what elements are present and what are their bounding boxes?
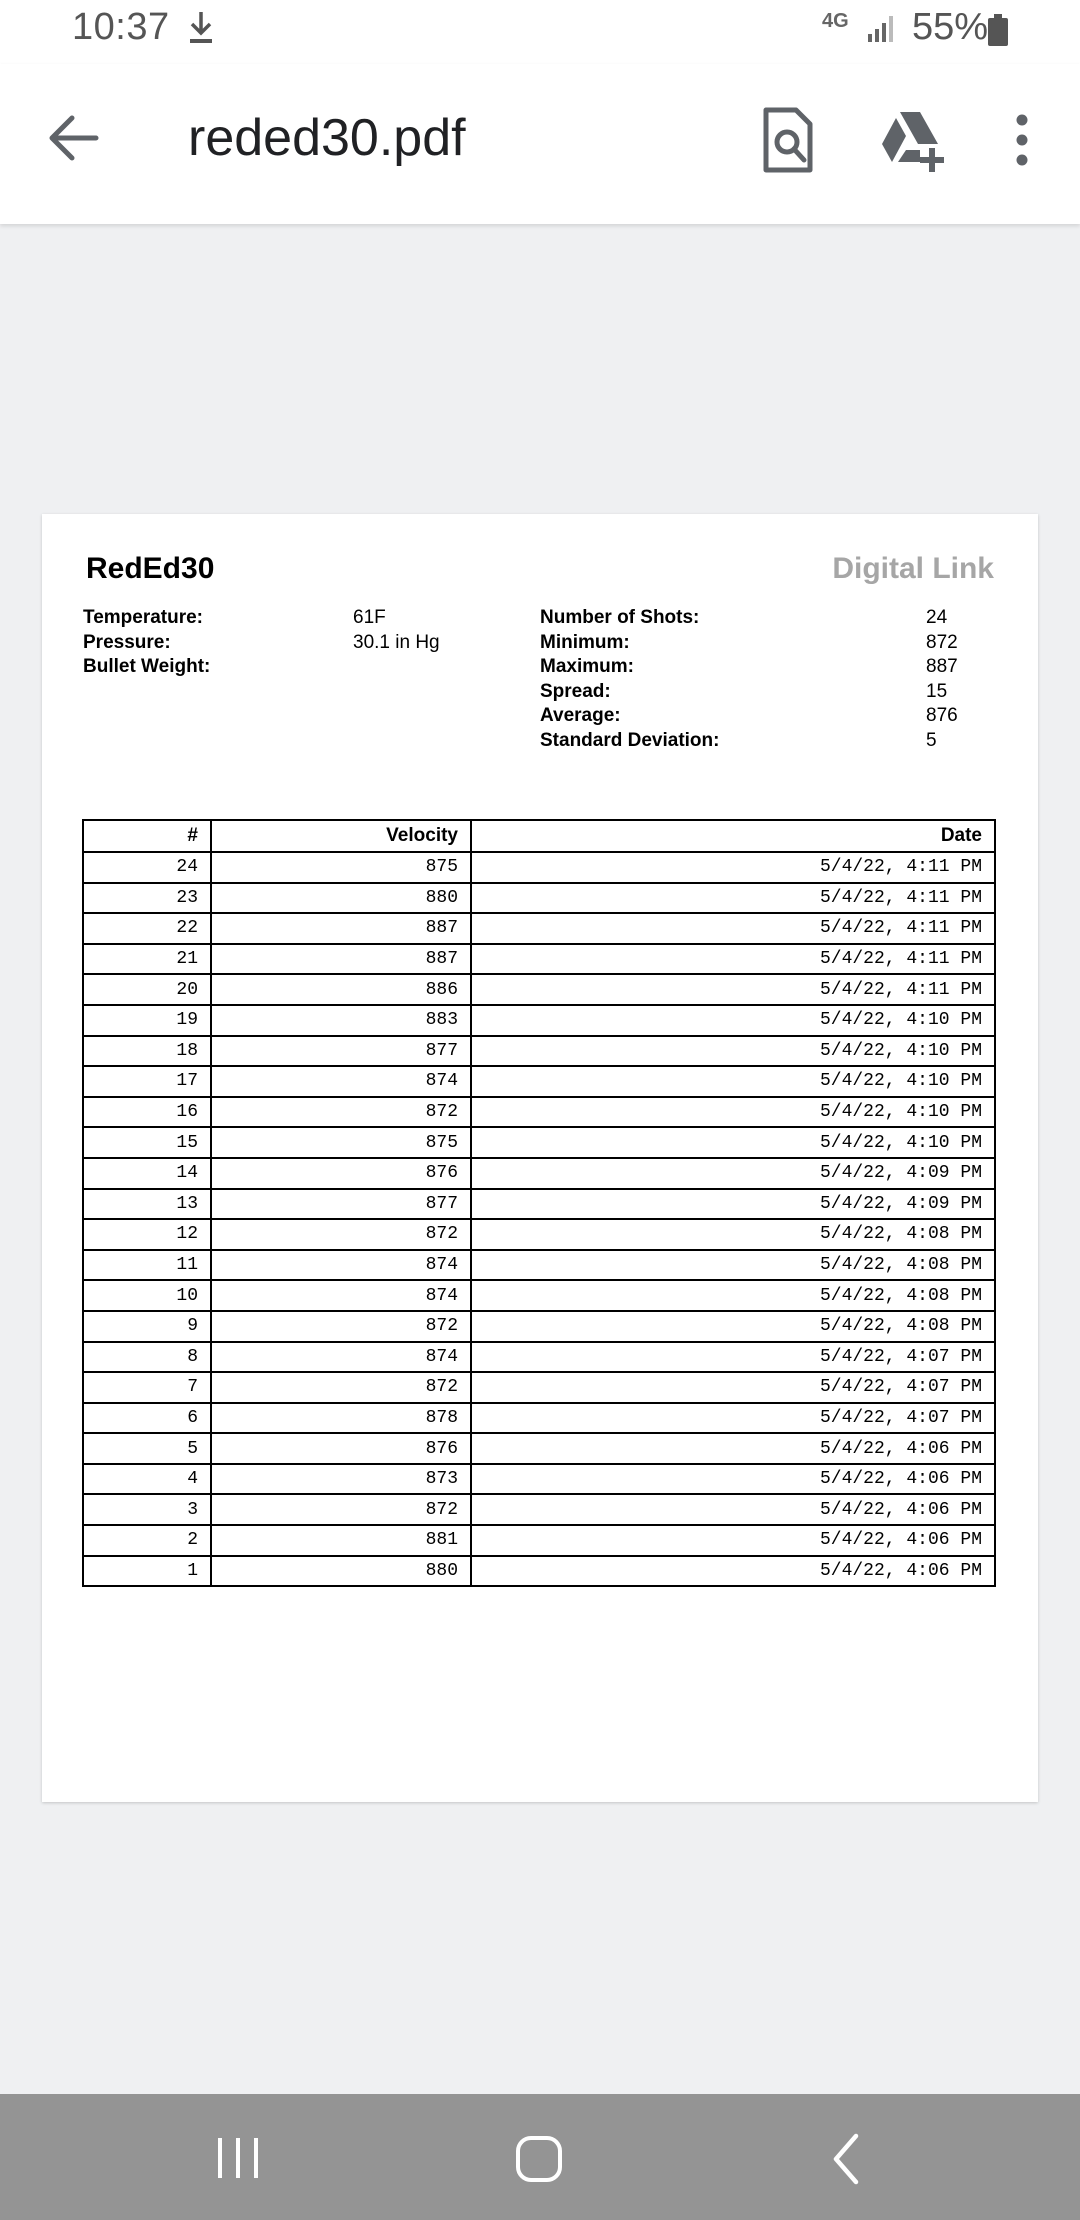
shot-number-cell: 13 <box>83 1189 211 1220</box>
date-cell: 5/4/22, 4:09 PM <box>471 1189 995 1220</box>
shot-number-cell: 9 <box>83 1311 211 1342</box>
table-body <box>83 852 995 1586</box>
shot-number-cell: 19 <box>83 1005 211 1036</box>
velocity-cell: 874 <box>211 1066 471 1097</box>
date-cell: 5/4/22, 4:09 PM <box>471 1158 995 1189</box>
maximum-label: Maximum: <box>540 656 634 677</box>
date-cell: 5/4/22, 4:11 PM <box>471 883 995 914</box>
date-cell: 5/4/22, 4:06 PM <box>471 1494 995 1525</box>
status-bar <box>0 0 1080 64</box>
date-cell: 5/4/22, 4:08 PM <box>471 1311 995 1342</box>
velocity-cell: 887 <box>211 913 471 944</box>
add-to-drive-icon[interactable] <box>876 104 948 176</box>
pdf-page[interactable] <box>42 514 1038 1802</box>
table-row <box>83 1311 995 1342</box>
shot-number-cell: 3 <box>83 1494 211 1525</box>
velocity-cell: 873 <box>211 1464 471 1495</box>
date-cell: 5/4/22, 4:07 PM <box>471 1342 995 1373</box>
table-row <box>83 1525 995 1556</box>
table-row <box>83 1280 995 1311</box>
std-deviation-value: 5 <box>926 729 937 751</box>
shot-number-cell: 10 <box>83 1280 211 1311</box>
home-icon[interactable] <box>510 2134 570 2184</box>
date-cell: 5/4/22, 4:11 PM <box>471 913 995 944</box>
table-row <box>83 1372 995 1403</box>
minimum-value: 872 <box>926 631 958 653</box>
table-row <box>83 1097 995 1128</box>
table-row <box>83 913 995 944</box>
shot-number-cell: 11 <box>83 1250 211 1281</box>
velocity-cell: 875 <box>211 1127 471 1158</box>
report-title: RedEd30 <box>86 552 215 585</box>
signal-icon <box>866 14 898 49</box>
status-time: 10:37 <box>72 6 170 48</box>
column-header-number: # <box>83 820 211 852</box>
table-row <box>83 1433 995 1464</box>
shot-number-cell: 7 <box>83 1372 211 1403</box>
date-cell: 5/4/22, 4:11 PM <box>471 974 995 1005</box>
back-icon[interactable] <box>816 2132 876 2186</box>
velocity-cell: 874 <box>211 1342 471 1373</box>
table-row <box>83 1219 995 1250</box>
download-icon <box>188 10 214 51</box>
velocity-cell: 877 <box>211 1036 471 1067</box>
date-cell: 5/4/22, 4:11 PM <box>471 944 995 975</box>
table-row <box>83 1464 995 1495</box>
table-header-row <box>83 820 995 852</box>
velocity-cell: 881 <box>211 1525 471 1556</box>
column-header-date: Date <box>471 820 995 852</box>
velocity-cell: 875 <box>211 852 471 883</box>
date-cell: 5/4/22, 4:07 PM <box>471 1403 995 1434</box>
velocity-cell: 880 <box>211 883 471 914</box>
date-cell: 5/4/22, 4:10 PM <box>471 1097 995 1128</box>
battery-percent: 55% <box>912 6 989 48</box>
shot-number-cell: 14 <box>83 1158 211 1189</box>
minimum-label: Minimum: <box>540 631 630 653</box>
pressure-value: 30.1 in Hg <box>353 631 440 653</box>
table-row <box>83 883 995 914</box>
recents-icon[interactable] <box>208 2136 268 2180</box>
table-row <box>83 1494 995 1525</box>
shot-number-cell: 20 <box>83 974 211 1005</box>
date-cell: 5/4/22, 4:08 PM <box>471 1280 995 1311</box>
std-deviation-label: Standard Deviation: <box>540 729 720 751</box>
velocity-cell: 883 <box>211 1005 471 1036</box>
temperature-label: Temperature: <box>83 607 204 628</box>
find-in-page-icon[interactable] <box>752 104 824 176</box>
shot-number-cell: 8 <box>83 1342 211 1373</box>
velocity-cell: 877 <box>211 1189 471 1220</box>
average-label: Average: <box>540 705 621 726</box>
table-row <box>83 1342 995 1373</box>
pressure-label: Pressure: <box>83 631 171 653</box>
shot-number-cell: 12 <box>83 1219 211 1250</box>
date-cell: 5/4/22, 4:06 PM <box>471 1525 995 1556</box>
table-row <box>83 944 995 975</box>
table-row <box>83 1403 995 1434</box>
document-title: reded30.pdf <box>188 109 466 167</box>
date-cell: 5/4/22, 4:10 PM <box>471 1066 995 1097</box>
app-bar <box>0 64 1080 224</box>
velocity-cell: 887 <box>211 944 471 975</box>
spread-label: Spread: <box>540 680 611 702</box>
velocity-cell: 872 <box>211 1372 471 1403</box>
maximum-value: 887 <box>926 656 958 677</box>
shot-number-cell: 17 <box>83 1066 211 1097</box>
table-row <box>83 852 995 883</box>
shot-number-cell: 21 <box>83 944 211 975</box>
shot-number-cell: 6 <box>83 1403 211 1434</box>
table-row <box>83 1066 995 1097</box>
shot-number-cell: 1 <box>83 1556 211 1587</box>
velocity-cell: 872 <box>211 1494 471 1525</box>
date-cell: 5/4/22, 4:10 PM <box>471 1036 995 1067</box>
table-row <box>83 1556 995 1587</box>
shot-number-cell: 24 <box>83 852 211 883</box>
table-row <box>83 1189 995 1220</box>
velocity-cell: 876 <box>211 1433 471 1464</box>
date-cell: 5/4/22, 4:06 PM <box>471 1556 995 1587</box>
date-cell: 5/4/22, 4:06 PM <box>471 1433 995 1464</box>
date-cell: 5/4/22, 4:10 PM <box>471 1005 995 1036</box>
shot-number-cell: 23 <box>83 883 211 914</box>
velocity-cell: 872 <box>211 1097 471 1128</box>
column-header-velocity: Velocity <box>211 820 471 852</box>
more-vert-icon[interactable] <box>990 104 1054 176</box>
table-row <box>83 1158 995 1189</box>
velocity-cell: 872 <box>211 1219 471 1250</box>
date-cell: 5/4/22, 4:11 PM <box>471 852 995 883</box>
date-cell: 5/4/22, 4:10 PM <box>471 1127 995 1158</box>
shot-number-cell: 22 <box>83 913 211 944</box>
network-type: 4G <box>822 10 849 32</box>
table-row <box>83 974 995 1005</box>
shots-table <box>82 819 996 1587</box>
velocity-cell: 878 <box>211 1403 471 1434</box>
table-row <box>83 1005 995 1036</box>
table-row <box>83 1250 995 1281</box>
system-nav-bar <box>0 2094 1080 2220</box>
velocity-cell: 874 <box>211 1250 471 1281</box>
velocity-cell: 874 <box>211 1280 471 1311</box>
table-row <box>83 1127 995 1158</box>
velocity-cell: 880 <box>211 1556 471 1587</box>
shot-number-cell: 2 <box>83 1525 211 1556</box>
date-cell: 5/4/22, 4:08 PM <box>471 1250 995 1281</box>
date-cell: 5/4/22, 4:08 PM <box>471 1219 995 1250</box>
date-cell: 5/4/22, 4:06 PM <box>471 1464 995 1495</box>
shots-count-value: 24 <box>926 607 948 628</box>
back-arrow-icon[interactable] <box>40 104 108 172</box>
temperature-value: 61F <box>353 607 386 628</box>
shots-count-label: Number of Shots: <box>540 607 700 628</box>
spread-value: 15 <box>926 680 948 702</box>
date-cell: 5/4/22, 4:07 PM <box>471 1372 995 1403</box>
shot-number-cell: 15 <box>83 1127 211 1158</box>
shot-number-cell: 18 <box>83 1036 211 1067</box>
velocity-cell: 872 <box>211 1311 471 1342</box>
average-value: 876 <box>926 705 958 726</box>
shot-number-cell: 4 <box>83 1464 211 1495</box>
velocity-cell: 876 <box>211 1158 471 1189</box>
bullet-weight-label: Bullet Weight: <box>83 656 211 677</box>
shot-number-cell: 16 <box>83 1097 211 1128</box>
velocity-cell: 886 <box>211 974 471 1005</box>
shot-number-cell: 5 <box>83 1433 211 1464</box>
battery-icon <box>986 14 1010 53</box>
table-row <box>83 1036 995 1067</box>
brand-label: Digital Link <box>832 552 994 585</box>
